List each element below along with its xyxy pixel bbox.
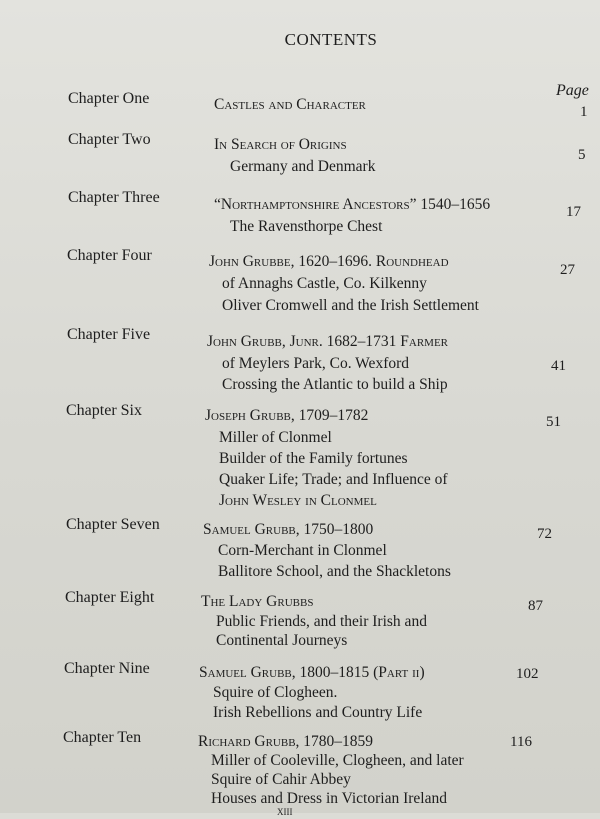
chapter-title: Castles and Character: [214, 96, 366, 113]
page-number: 102: [516, 666, 539, 682]
chapter-label: Chapter Three: [68, 189, 160, 206]
chapter-subtitle: Houses and Dress in Victorian Ireland: [211, 790, 447, 807]
chapter-subtitle: The Ravensthorpe Chest: [230, 218, 383, 235]
chapter-subtitle: of Annaghs Castle, Co. Kilkenny: [222, 275, 427, 292]
folio-page-number: xiii: [277, 803, 293, 818]
chapter-subtitle: John Wesley in Clonmel: [219, 492, 377, 509]
chapter-label: Chapter Two: [68, 131, 151, 148]
chapter-label: Chapter One: [68, 90, 150, 107]
chapter-subtitle: Oliver Cromwell and the Irish Settlement: [222, 297, 479, 314]
chapter-label: Chapter Five: [67, 326, 151, 343]
page-number: 5: [578, 147, 586, 163]
chapter-title: Samuel Grubb, 1800–1815 (Part ii): [199, 664, 425, 681]
page-heading: CONTENTS: [284, 30, 378, 49]
page-column-label: Page: [556, 82, 589, 99]
chapter-subtitle: Continental Journeys: [216, 632, 348, 649]
chapter-subtitle: Crossing the Atlantic to build a Ship: [222, 376, 448, 393]
page-number: 17: [566, 204, 581, 220]
page-number: 27: [560, 262, 575, 278]
chapter-title: John Grubbe, 1620–1696. Roundhead: [209, 253, 449, 270]
chapter-subtitle: Corn-Merchant in Clonmel: [218, 542, 387, 559]
chapter-label: Chapter Ten: [63, 729, 142, 746]
chapter-subtitle: Miller of Clonmel: [219, 429, 332, 446]
chapter-label: Chapter Six: [66, 402, 142, 419]
chapter-label: Chapter Eight: [65, 589, 155, 606]
page-number: 51: [546, 414, 561, 430]
chapter-label: Chapter Seven: [66, 516, 160, 533]
chapter-title: John Grubb, Junr. 1682–1731 Farmer: [207, 333, 449, 350]
chapter-title: Richard Grubb, 1780–1859: [198, 733, 374, 750]
chapter-subtitle: Squire of Cahir Abbey: [211, 771, 351, 788]
chapter-title: The Lady Grubbs: [201, 593, 314, 610]
chapter-label: Chapter Four: [67, 247, 152, 264]
chapter-subtitle: Miller of Cooleville, Clogheen, and later: [211, 752, 464, 769]
chapter-subtitle: Public Friends, and their Irish and: [216, 613, 427, 630]
page-number: 87: [528, 598, 543, 614]
chapter-subtitle: Germany and Denmark: [230, 158, 376, 175]
page-number: 116: [510, 734, 532, 750]
chapter-subtitle: Ballitore School, and the Shackletons: [218, 563, 451, 580]
chapter-label: Chapter Nine: [64, 660, 150, 677]
page-number: 72: [537, 526, 552, 542]
chapter-title: Joseph Grubb, 1709–1782: [205, 407, 369, 424]
chapter-subtitle: Builder of the Family fortunes: [219, 450, 408, 467]
chapter-subtitle: Irish Rebellions and Country Life: [213, 704, 423, 721]
page-number: 1: [580, 104, 588, 120]
chapter-subtitle: Quaker Life; Trade; and Influence of: [219, 471, 448, 488]
chapter-title: In Search of Origins: [214, 136, 347, 153]
page-number: 41: [551, 358, 566, 374]
chapter-title: Samuel Grubb, 1750–1800: [203, 521, 374, 538]
chapter-subtitle: Squire of Clogheen.: [213, 684, 338, 701]
chapter-title: “Northamptonshire Ancestors” 1540–1656: [214, 196, 491, 213]
chapter-subtitle: of Meylers Park, Co. Wexford: [222, 355, 410, 372]
